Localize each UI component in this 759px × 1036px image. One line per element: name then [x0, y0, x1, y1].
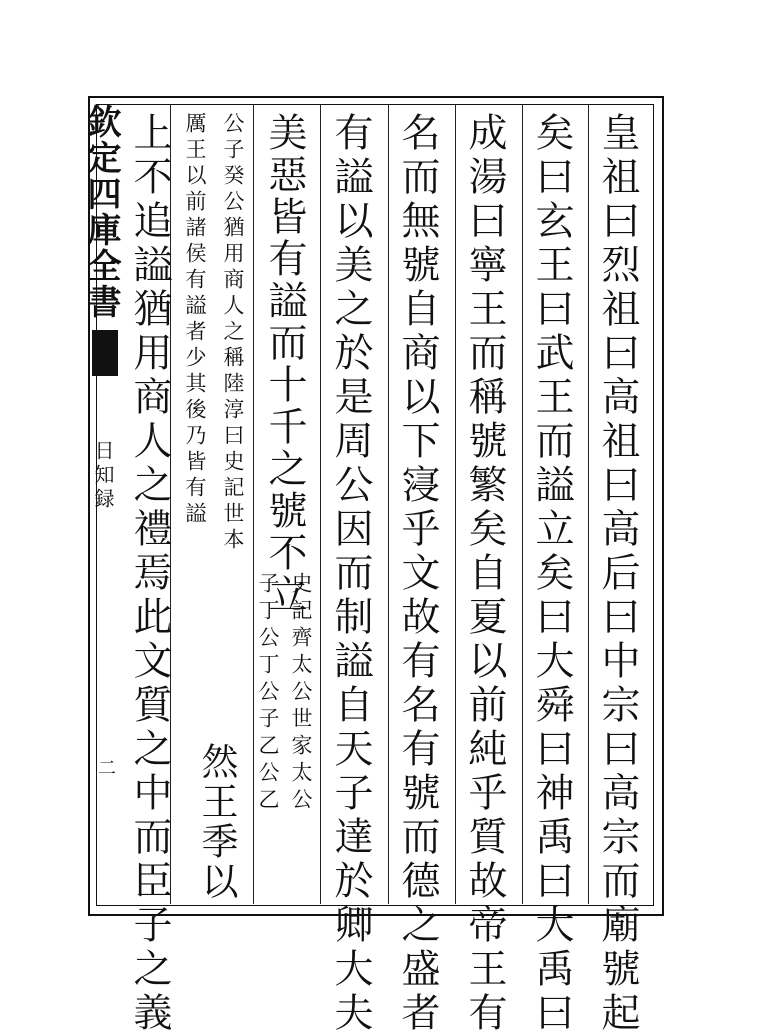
column-rule	[522, 104, 523, 904]
note-column-6a: 史記齊太公世家太公	[289, 572, 313, 815]
note-column-7a: 公子癸公猶用商人之稱陸淳曰史記世本	[221, 112, 245, 554]
text-column-8: 上不追謚猶用商人之禮焉此文質之中而臣子之義	[127, 112, 172, 1036]
fish-tail-mark	[92, 330, 118, 376]
text-column-2: 矣曰玄王曰武王而謚立矣曰大舜曰神禹曰大禹曰	[529, 112, 574, 1036]
column-rule	[320, 104, 321, 904]
text-column-7-tail: 然王季以	[195, 742, 238, 902]
book-title: 日知録	[91, 440, 115, 512]
text-column-1: 皇祖曰烈祖曰高祖曰高后曰中宗曰高宗而廟號起	[595, 112, 640, 1036]
note-column-7b: 厲王以前諸侯有謚者少其後乃皆有謚	[183, 112, 207, 528]
column-rule	[588, 104, 589, 904]
column-rule	[388, 104, 389, 904]
column-rule	[455, 104, 456, 904]
text-column-5: 有謚以美之於是周公因而制謚自天子達於卿大夫	[328, 112, 373, 1036]
column-rule	[253, 104, 254, 904]
text-column-4: 名而無號自商以下寖乎文故有名有號而德之盛者	[395, 112, 440, 1036]
page-number: 二	[95, 758, 116, 776]
text-column-3: 成湯曰寧王而稱號繁矣自夏以前純乎質故帝王有	[462, 112, 507, 1036]
text-column-6: 美惡皆有謚而十千之號不立	[262, 112, 307, 616]
note-column-6b: 子丁公丁公子乙公乙	[256, 572, 280, 815]
collection-title: 欽定四庫全書	[81, 104, 121, 320]
